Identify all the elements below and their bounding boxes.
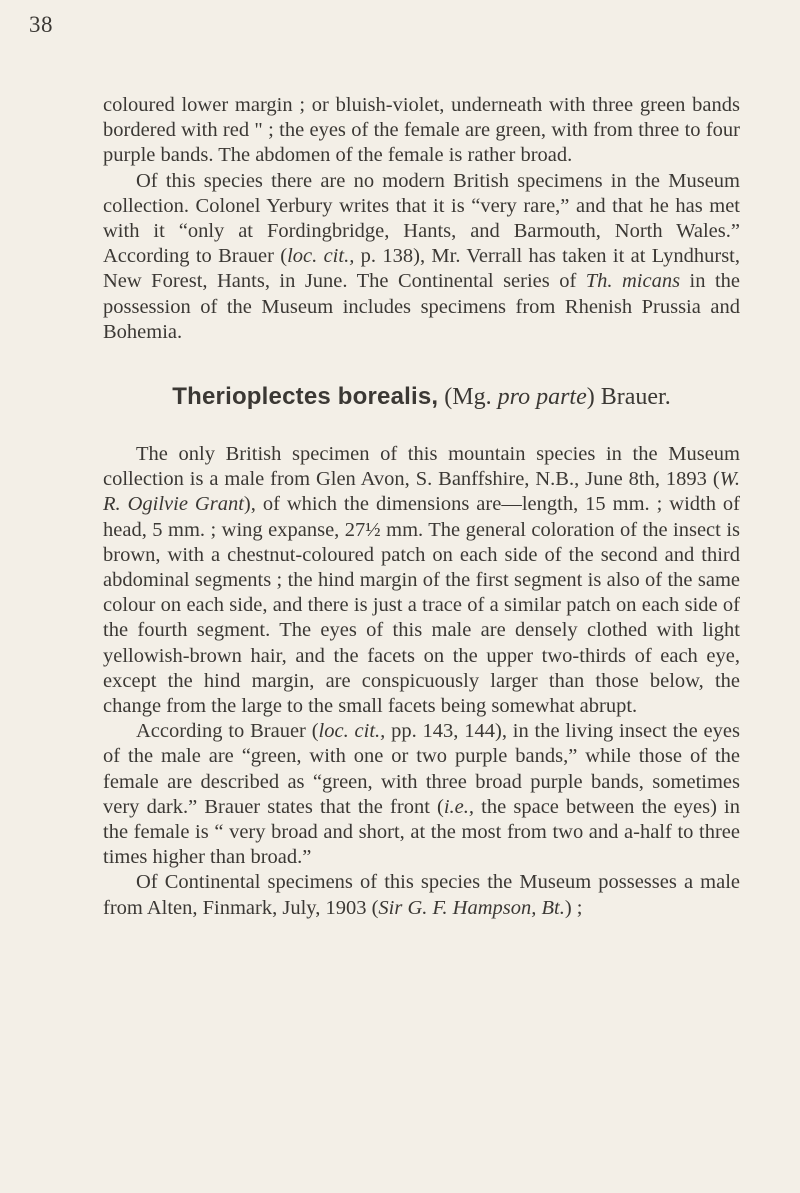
text-segment: pp. 143, 144), in the living insect the eyes of the male are “green, with one or two purple bands,” while those of the female are described as “green, with three broad purple bands, sometimes very dark.” Brauer states that the front ( — [103, 720, 740, 818]
text-segment: the space between the eyes) in the female is “ very broad and short, at the most from two and a-half to three times higher than broad.” — [103, 795, 740, 869]
authority-open: (Mg. — [438, 384, 498, 411]
italic-citation: loc. cit., — [287, 245, 355, 268]
text-segment: Of this species there are no modern British specimens in the Museum collection. Colonel Yerbury writes that it is “very rare,” and that he has met with it “only at Fordingbridge, Hants, and Barmouth, North Wales.” According to Brauer ( — [103, 169, 740, 268]
italic-collector: W. R. Ogilvie Grant — [103, 468, 740, 516]
text-segment: Of Continental specimens of this species the Museum possesses a male from Alten, Finmark, July, 1903 ( — [103, 871, 740, 919]
text-segment: The only British specimen of this mountain species in the Museum collection is a male from Glen Avon, S. Banffshire, N.B., June 8th, 1893 ( — [103, 443, 740, 491]
text-segment: ) ; — [564, 896, 583, 919]
body-text — [103, 93, 740, 921]
italic-collector: Sir G. F. Hampson, Bt. — [378, 896, 565, 919]
text-segment: in the possession of the Museum includes specimens from Rhenish Prussia and Bohemia. — [103, 270, 740, 343]
paragraph-continuation: coloured lower margin ; or bluish-violet, underneath with three green bands bordered with red " ; the eyes of the female are green, with from three to four purple bands. The abdomen of the female is rather broad. — [103, 94, 740, 167]
paragraph-british-specimens-micans — [103, 169, 740, 345]
text-segment: According to Brauer ( — [136, 720, 319, 743]
paragraph-continental-specimens — [103, 870, 740, 920]
italic-abbreviation: i.e., — [443, 795, 475, 818]
text-segment: p. 138), Mr. Verrall has taken it at Lyndhurst, New Forest, Hants, in June. The Continental series of — [103, 245, 741, 293]
paragraph-brauer-description — [103, 719, 740, 870]
authority-italic: pro parte — [497, 384, 587, 411]
authority-close: ) Brauer. — [586, 384, 671, 411]
paragraph-british-specimen-borealis — [103, 442, 740, 719]
text-segment: ), of which the dimensions are—length, 15 mm. ; width of head, 5 mm. ; wing expanse, 27½ mm. The general coloration of the insect is brown, with a chestnut-coloured patch on each side of the second and third abdominal segments ; the hind margin of the first segment is also of the same colour on each side, and there is just a trace of a similar patch on each side of the fourth segment. The eyes of this male are densely clothed with light yellowish-brown hair, and the facets on the upper two-thirds of each eye, except the hind margin, are conspicuously larger than those below, the change from the large to the small facets being somewhat abrupt. — [103, 493, 741, 718]
species-name: Therioplectes borealis, — [172, 383, 439, 411]
italic-species-name: Th. micans — [585, 270, 681, 293]
species-heading — [103, 382, 740, 412]
page-number: 38 — [29, 12, 53, 37]
italic-citation: loc. cit., — [318, 720, 386, 743]
